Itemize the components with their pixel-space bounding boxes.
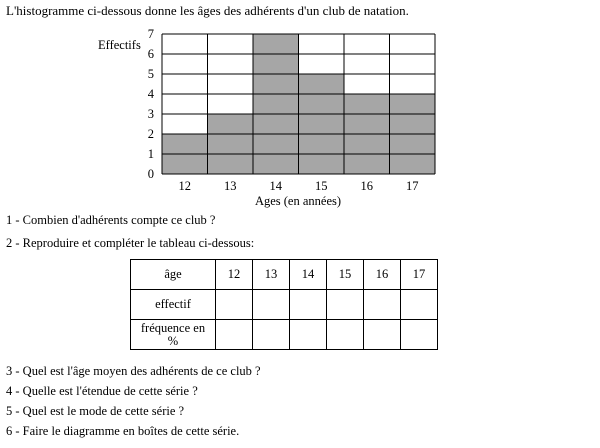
y-tick-label: 7 bbox=[147, 27, 154, 41]
table-cell bbox=[327, 320, 364, 350]
frequency-table bbox=[130, 259, 438, 350]
frequence-label-line1: fréquence en bbox=[140, 320, 206, 335]
x-axis-label: Ages (en années) bbox=[254, 194, 342, 208]
x-tick-label: 15 bbox=[315, 179, 328, 193]
question-4: 4 - Quelle est l'étendue de cette série ? bbox=[6, 384, 198, 398]
x-axis-ticks bbox=[179, 179, 419, 193]
table-cell bbox=[364, 290, 401, 320]
table-row-effectif bbox=[131, 290, 438, 320]
table-cell bbox=[401, 320, 438, 350]
table-cell bbox=[290, 320, 327, 350]
y-tick-label: 2 bbox=[147, 127, 154, 141]
table-age-16: 16 bbox=[364, 260, 401, 290]
age-histogram bbox=[0, 22, 600, 210]
question-6: 6 - Faire le diagramme en boîtes de cette série. bbox=[6, 424, 240, 438]
table-age-13: 13 bbox=[253, 260, 290, 290]
bar-13 bbox=[208, 114, 254, 174]
y-axis-ticks bbox=[148, 27, 155, 181]
y-tick-label: 3 bbox=[147, 107, 154, 121]
bar-15 bbox=[299, 74, 345, 174]
x-tick-label: 14 bbox=[269, 179, 282, 193]
bar-14 bbox=[253, 34, 299, 174]
y-axis-label: Effectifs bbox=[98, 38, 141, 52]
y-tick-label: 0 bbox=[147, 167, 154, 181]
x-tick-label: 16 bbox=[360, 179, 373, 193]
table-cell bbox=[253, 320, 290, 350]
table-cell bbox=[253, 290, 290, 320]
frequence-label-line2: % bbox=[167, 333, 179, 348]
table-cell bbox=[364, 320, 401, 350]
table-row-frequence bbox=[131, 320, 438, 350]
y-tick-label: 1 bbox=[147, 147, 154, 161]
question-1: 1 - Combien d'adhérents compte ce club ? bbox=[6, 213, 216, 227]
table-age-15: 15 bbox=[327, 260, 364, 290]
table-row-age bbox=[131, 260, 438, 290]
table-cell bbox=[401, 290, 438, 320]
table-cell bbox=[216, 290, 253, 320]
table-cell bbox=[327, 290, 364, 320]
table-cell bbox=[290, 290, 327, 320]
table-age-14: 14 bbox=[290, 260, 327, 290]
question-2: 2 - Reproduire et compléter le tableau ci-dessous: bbox=[6, 236, 255, 250]
table-header-effectif: effectif bbox=[131, 290, 216, 320]
table-header-age: âge bbox=[131, 260, 216, 290]
table-header-frequence bbox=[131, 320, 216, 350]
table-age-17: 17 bbox=[401, 260, 438, 290]
y-tick-label: 6 bbox=[147, 47, 154, 61]
y-tick-label: 4 bbox=[147, 87, 154, 101]
x-tick-label: 13 bbox=[224, 179, 237, 193]
x-tick-label: 17 bbox=[406, 179, 419, 193]
table-cell bbox=[216, 320, 253, 350]
x-tick-label: 12 bbox=[178, 179, 191, 193]
question-5: 5 - Quel est le mode de cette série ? bbox=[6, 404, 185, 418]
intro-text: L'histogramme ci-dessous donne les âges des adhérents d'un club de natation. bbox=[6, 3, 409, 18]
table-age-12: 12 bbox=[216, 260, 253, 290]
y-tick-label: 5 bbox=[147, 67, 154, 81]
question-3: 3 - Quel est l'âge moyen des adhérents de ce club ? bbox=[6, 364, 261, 378]
